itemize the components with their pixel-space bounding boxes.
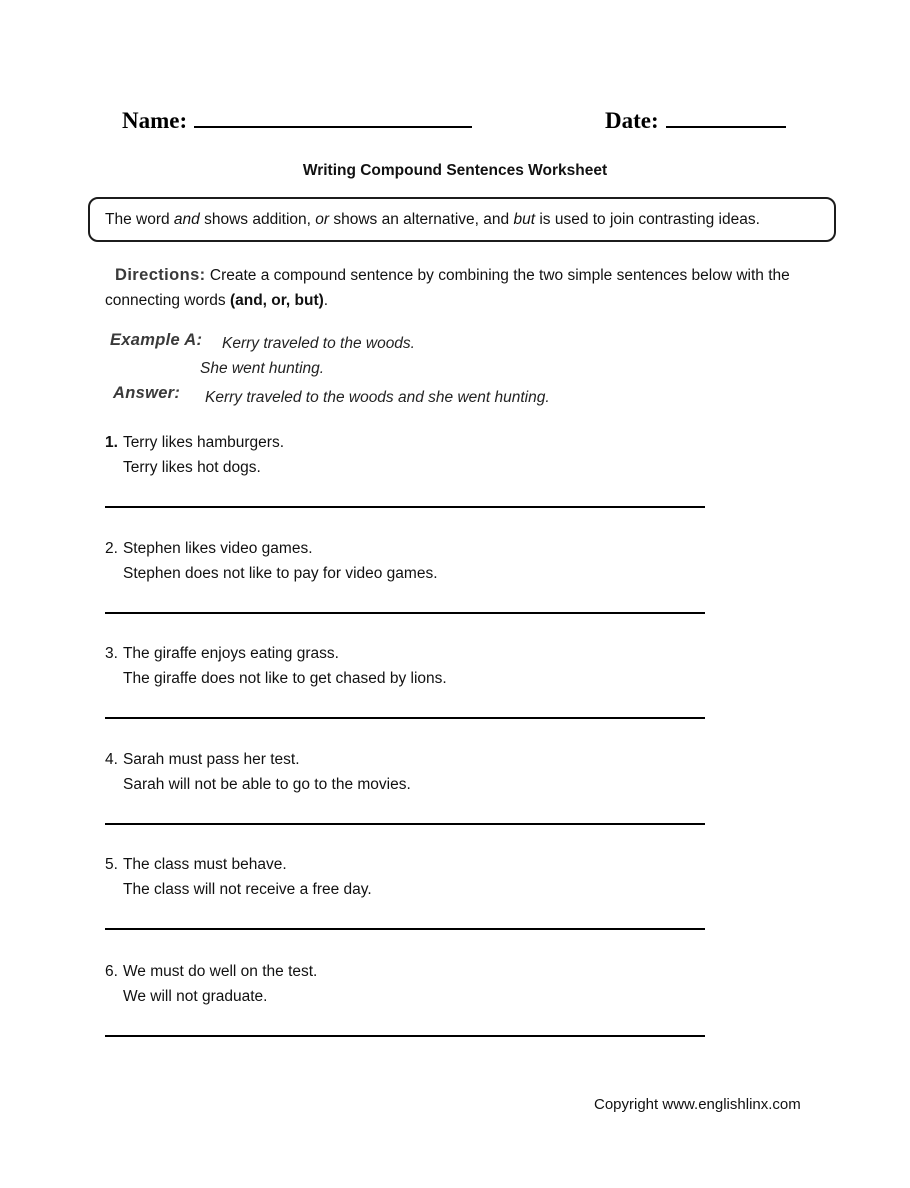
- item-sentence-2: We will not graduate.: [123, 988, 268, 1005]
- item-sentence-1: 2. Stephen likes video games.: [105, 540, 313, 557]
- rule-text: The word and shows addition, or shows an alternative, and but is used to join contrasting ideas.: [105, 210, 760, 228]
- item-number: 1.: [105, 434, 118, 451]
- item-number: 4.: [105, 751, 118, 768]
- exercise-item-2: [105, 536, 705, 614]
- item-sentence-2: The class will not receive a free day.: [123, 881, 372, 898]
- answer-blank-line: [105, 1035, 705, 1037]
- item-number: 2.: [105, 540, 118, 557]
- item-number: 6.: [105, 963, 118, 980]
- date-blank-line: [666, 104, 786, 128]
- directions-paragraph: [105, 263, 812, 313]
- directions-period: .: [323, 292, 329, 309]
- answer-blank-line: [105, 823, 705, 825]
- item-sentence-1: 5. The class must behave.: [105, 856, 287, 873]
- directions-text: Create a compound sentence by combining the two simple sentences below with the connecting words: [105, 267, 790, 309]
- example-a-label: Example A:: [110, 331, 203, 349]
- item-sentence-2: Stephen does not like to pay for video games.: [123, 565, 438, 582]
- item-sentence-2: The giraffe does not like to get chased by lions.: [123, 670, 447, 687]
- exercise-item-4: [105, 747, 705, 825]
- directions-connecting-words: (and, or, but): [229, 292, 324, 309]
- item-sentence-1: 3. The giraffe enjoys eating grass.: [105, 645, 339, 662]
- date-field-group: [605, 104, 786, 134]
- answer-text: Kerry traveled to the woods and she went hunting.: [205, 389, 550, 406]
- copyright-text: Copyright www.englishlinx.com: [594, 1096, 801, 1113]
- exercise-item-5: [105, 852, 705, 930]
- exercise-item-6: [105, 959, 705, 1037]
- answer-blank-line: [105, 717, 705, 719]
- item-sentence-1: 1. Terry likes hamburgers.: [105, 434, 285, 451]
- item-number: 3.: [105, 645, 118, 662]
- item-sentence-1: 4. Sarah must pass her test.: [105, 751, 300, 768]
- page-title: Writing Compound Sentences Worksheet: [302, 162, 608, 179]
- rule-info-box: [88, 197, 836, 242]
- name-label: Name:: [122, 108, 188, 133]
- name-field-group: [122, 104, 472, 134]
- item-number: 5.: [105, 856, 118, 873]
- example-sentence-1: Kerry traveled to the woods.: [222, 335, 415, 352]
- item-sentence-2: Terry likes hot dogs.: [123, 459, 261, 476]
- item-sentence-1: 6. We must do well on the test.: [105, 963, 318, 980]
- answer-blank-line: [105, 612, 705, 614]
- exercise-item-1: [105, 430, 705, 508]
- directions-label: Directions:: [115, 266, 206, 284]
- date-label: Date:: [605, 108, 659, 133]
- example-sentence-2: She went hunting.: [200, 360, 325, 377]
- item-sentence-2: Sarah will not be able to go to the movies.: [123, 776, 411, 793]
- answer-blank-line: [105, 506, 705, 508]
- name-blank-line: [194, 104, 472, 128]
- answer-label: Answer:: [113, 384, 181, 402]
- answer-blank-line: [105, 928, 705, 930]
- exercise-item-3: [105, 641, 705, 719]
